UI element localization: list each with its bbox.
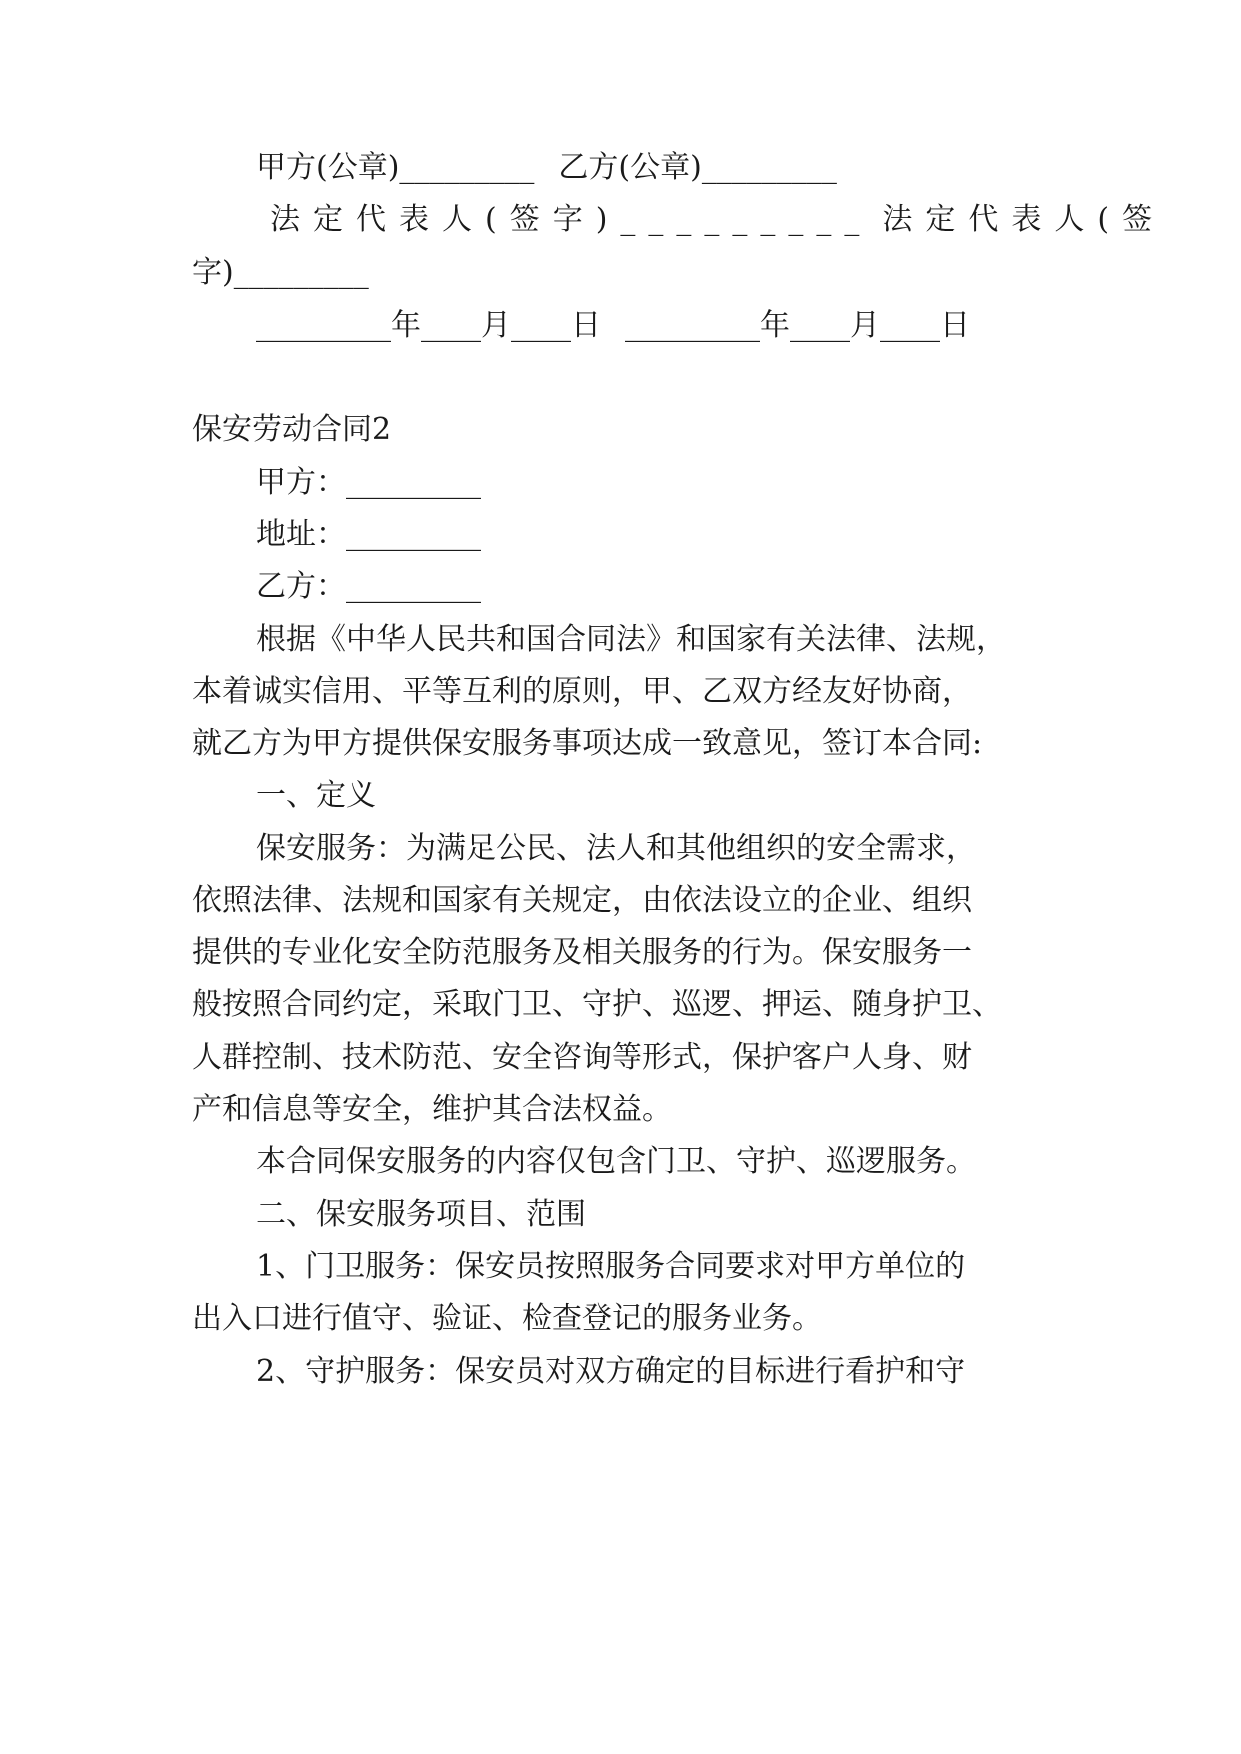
paragraph-line: 产和信息等安全，维护其合法权益。 — [192, 1092, 672, 1127]
party-a-field: 甲方：_________ — [256, 465, 481, 500]
representative-line — [270, 200, 1166, 240]
representative-line-cont — [192, 253, 1052, 293]
party-a-seal: 甲方(公章)_________ — [256, 150, 535, 185]
section-heading: 一、定义 — [256, 778, 376, 813]
rep-b-line-part2: 字)_________ — [192, 255, 369, 290]
rep-b-line-part1: 法定代表人(签 — [882, 202, 1166, 237]
party-b-seal: 乙方(公章)_________ — [558, 150, 837, 185]
party-b-field: 乙方：_________ — [256, 569, 481, 604]
seal-line — [256, 148, 1116, 188]
scope-statement: 本合同保安服务的内容仅包含门卫、守护、巡逻服务。 — [256, 1144, 976, 1179]
date-b: _________年____月____日 — [625, 308, 970, 343]
item-line: 2、守护服务：保安员对双方确定的目标进行看护和守 — [256, 1354, 966, 1389]
date-a: _________年____月____日 — [256, 308, 601, 343]
document-title: 保安劳动合同2 — [192, 412, 392, 447]
item-line: 出入口进行值守、验证、检查登记的服务业务。 — [192, 1301, 822, 1336]
address-field: 地址：_________ — [256, 517, 481, 552]
date-line — [256, 306, 1116, 346]
paragraph-line: 保安服务：为满足公民、法人和其他组织的安全需求， — [256, 831, 976, 866]
preamble-line: 本着诚实信用、平等互利的原则，甲、乙双方经友好协商， — [192, 674, 972, 709]
rep-a-line: 法定代表人(签字)_________ — [270, 202, 873, 237]
preamble-line: 根据《中华人民共和国合同法》和国家有关法律、法规， — [256, 622, 1006, 657]
item-line: 1、门卫服务：保安员按照服务合同要求对甲方单位的 — [256, 1249, 966, 1284]
preamble-line: 就乙方为甲方提供保安服务事项达成一致意见，签订本合同: — [192, 726, 983, 761]
paragraph-line: 依照法律、法规和国家有关规定，由依法设立的企业、组织 — [192, 883, 972, 918]
paragraph-line: 提供的专业化安全防范服务及相关服务的行为。保安服务一 — [192, 935, 972, 970]
section-heading: 二、保安服务项目、范围 — [256, 1197, 586, 1232]
paragraph-line: 人群控制、技术防范、安全咨询等形式，保护客户人身、财 — [192, 1040, 972, 1075]
paragraph-line: 般按照合同约定，采取门卫、守护、巡逻、押运、随身护卫、 — [192, 987, 1002, 1022]
